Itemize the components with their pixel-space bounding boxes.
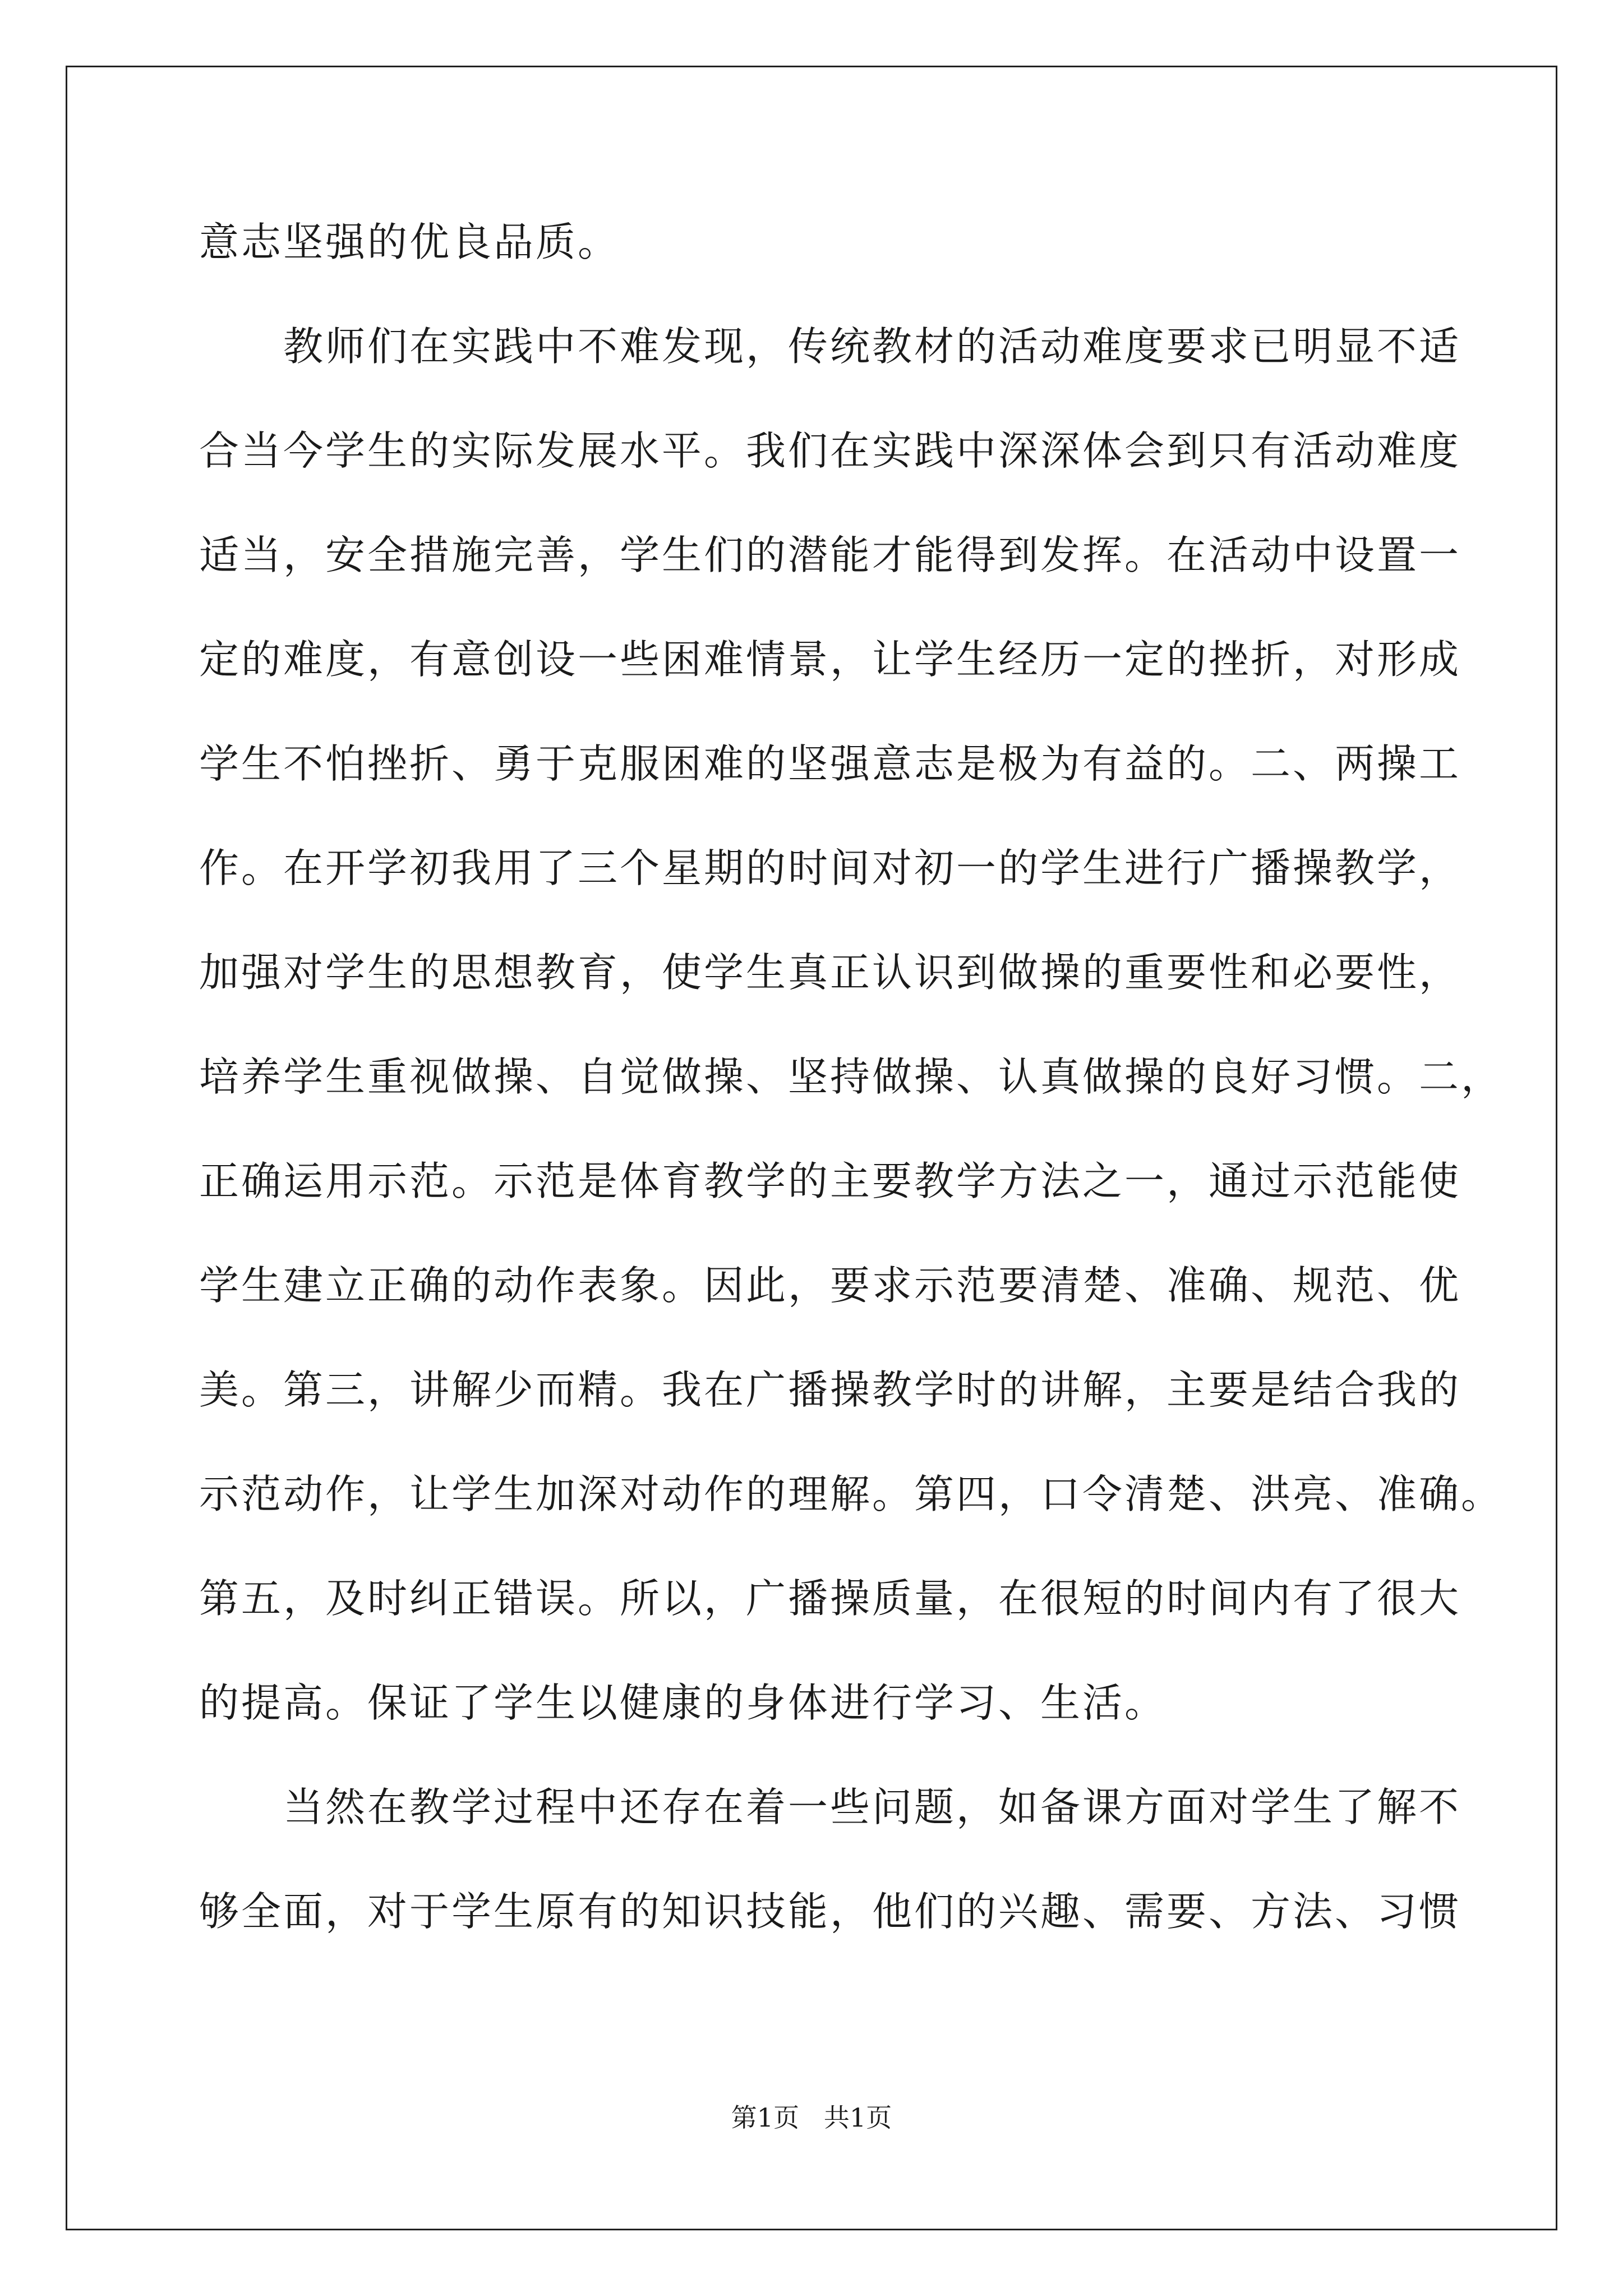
text-line: 适当，安全措施完善，学生们的潜能才能得到发挥。在活动中设置一 [199, 532, 1461, 578]
text-line: 加强对学生的思想教育，使学生真正认识到做操的重要性和必要性， [199, 949, 1461, 996]
text-line: 定的难度，有意创设一些困难情景，让学生经历一定的挫折，对形成 [199, 636, 1461, 683]
text-line: 正确运用示范。示范是体育教学的主要教学方法之一，通过示范能使 [199, 1158, 1461, 1204]
text-line: 培养学生重视做操、自觉做操、坚持做操、认真做操的良好习惯。二， [199, 1053, 1504, 1100]
text-line: 学生建立正确的动作表象。因此，要求示范要清楚、准确、规范、优 [199, 1262, 1461, 1309]
text-line: 作。在开学初我用了三个星期的时间对初一的学生进行广播操教学， [199, 845, 1461, 891]
text-line: 的提高。保证了学生以健康的身体进行学习、生活。 [199, 1680, 1167, 1726]
page-number-footer: 第1页 共1页 [731, 2102, 892, 2133]
text-line: 教师们在实践中不难发现，传统教材的活动难度要求已明显不适 [283, 323, 1461, 370]
text-line: 当然在教学过程中还存在着一些问题，如备课方面对学生了解不 [283, 1784, 1461, 1830]
text-line: 意志坚强的优良品质。 [199, 219, 620, 265]
text-line: 美。第三，讲解少而精。我在广播操教学时的讲解，主要是结合我的 [199, 1366, 1461, 1413]
text-line: 够全面，对于学生原有的知识技能，他们的兴趣、需要、方法、习惯 [199, 1888, 1461, 1935]
text-line: 第五，及时纠正错误。所以，广播操质量，在很短的时间内有了很大 [199, 1575, 1461, 1622]
text-line: 学生不怕挫折、勇于克服困难的坚强意志是极为有益的。二、两操工 [199, 740, 1461, 787]
text-line: 示范动作，让学生加深对动作的理解。第四，口令清楚、洪亮、准确。 [199, 1471, 1504, 1517]
text-line: 合当今学生的实际发展水平。我们在实践中深深体会到只有活动难度 [199, 427, 1461, 474]
